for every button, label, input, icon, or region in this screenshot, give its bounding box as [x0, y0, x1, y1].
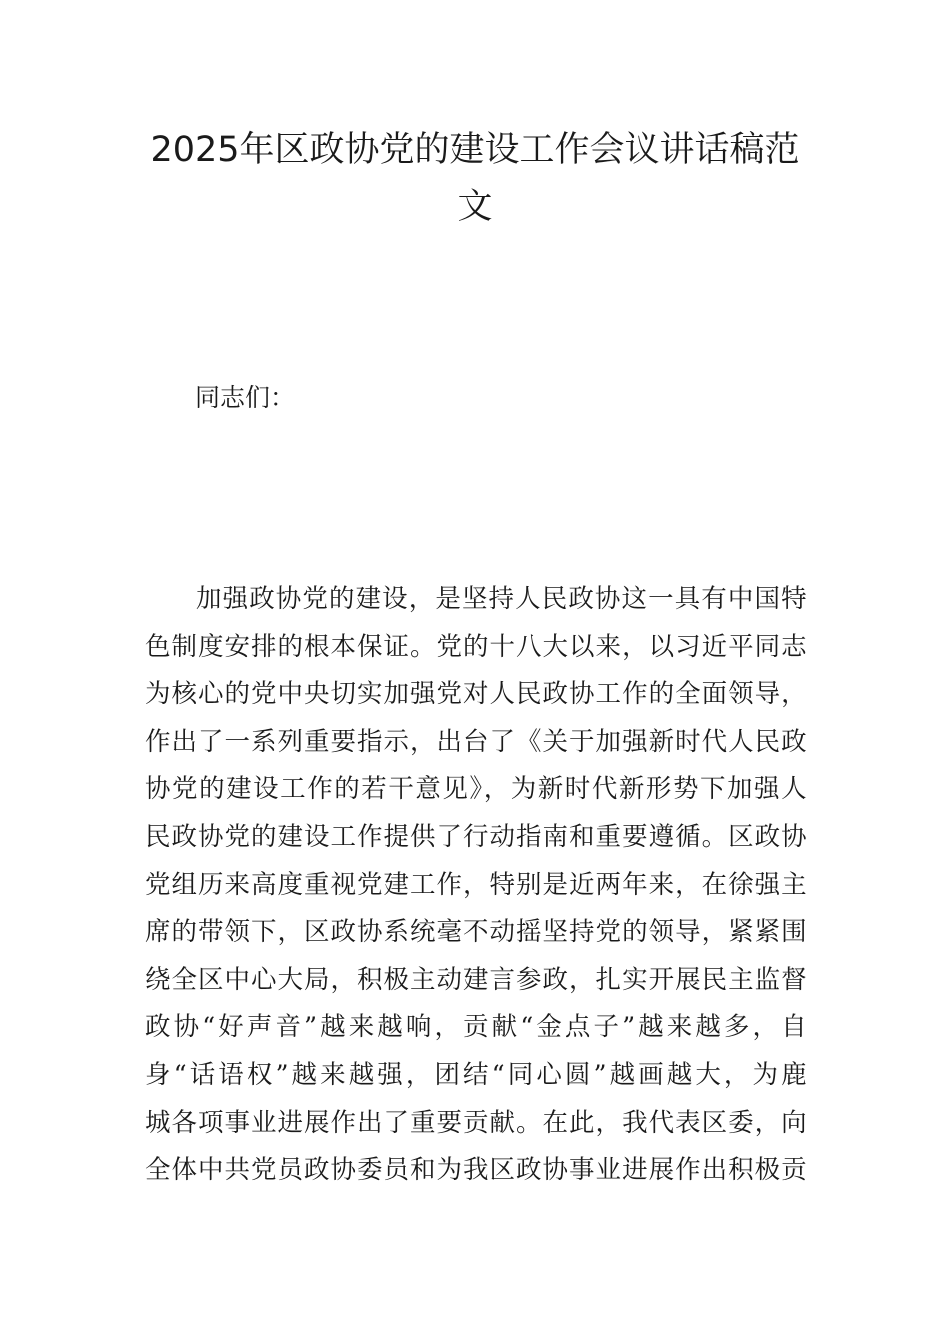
body-line: 身“话语权”越来越强，团结“同心圆”越画越大，为鹿 [145, 1059, 807, 1090]
body-paragraph [145, 576, 807, 1195]
body-line: 色制度安排的根本保证。党的十八大以来，以习近平同志 [145, 631, 807, 662]
body-line: 协党的建设工作的若干意见》，为新时代新形势下加强人 [145, 774, 807, 805]
body-line: 民政协党的建设工作提供了行动指南和重要遵循。区政协 [145, 821, 807, 852]
body-line: 城各项事业进展作出了重要贡献。在此，我代表区委，向 [145, 1107, 807, 1138]
body-line: 全体中共党员政协委员和为我区政协事业进展作出积极贡 [145, 1155, 807, 1186]
document-title: 2025年区政协党的建设工作会议讲话稿范文 [150, 130, 800, 227]
body-line: 政协“好声音”越来越响，贡献“金点子”越来越多，自 [145, 1012, 807, 1043]
body-line: 绕全区中心大局，积极主动建言参政，扎实开展民主监督 [145, 964, 807, 995]
body-line: 党组历来高度重视党建工作，特别是近两年来，在徐强主 [145, 869, 807, 900]
salutation: 同志们： [195, 383, 296, 412]
body-line: 作出了一系列重要指示，出台了《关于加强新时代人民政 [145, 726, 807, 757]
body-line: 加强政协党的建设，是坚持人民政协这一具有中国特 [196, 584, 807, 614]
body-line: 为核心的党中央切实加强党对人民政协工作的全面领导， [145, 679, 807, 710]
body-line: 席的带领下，区政协系统毫不动摇坚持党的领导，紧紧围 [145, 917, 807, 948]
